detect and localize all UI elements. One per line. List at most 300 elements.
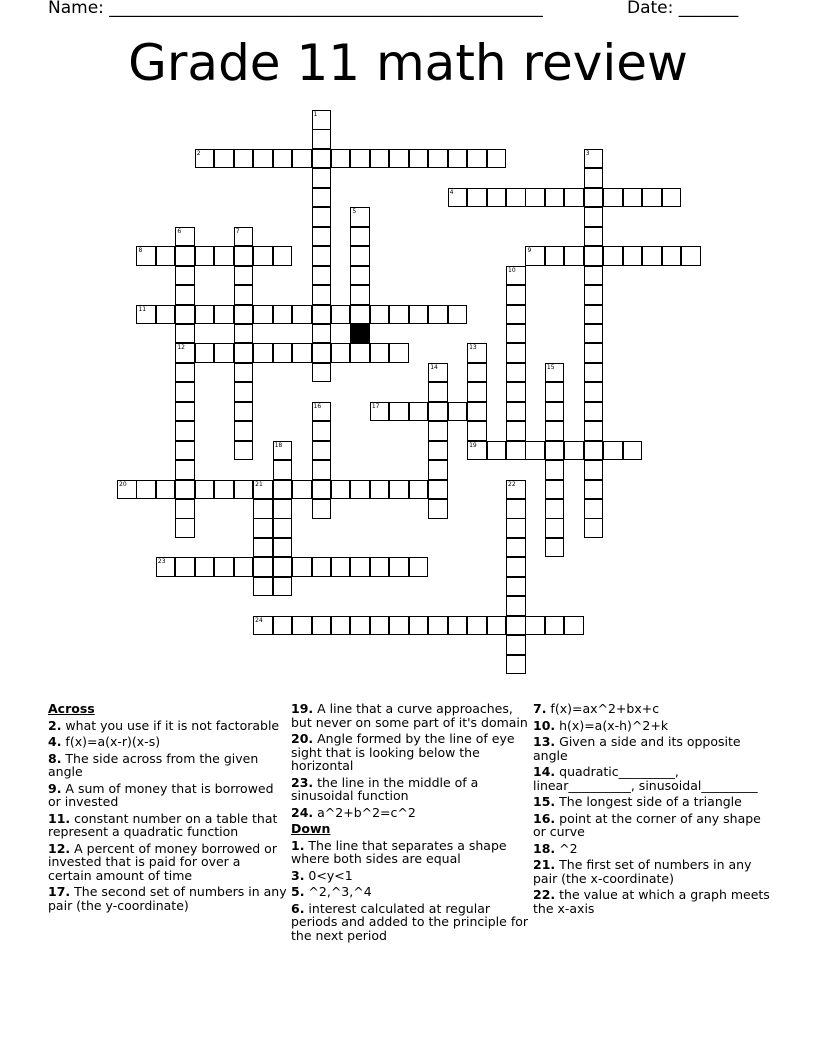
crossword-cell[interactable] [214,480,234,500]
crossword-cell[interactable] [428,363,448,383]
crossword-cell[interactable] [584,441,604,461]
crossword-cell[interactable] [564,616,584,636]
crossword-cell[interactable] [156,480,176,500]
crossword-cell[interactable] [584,499,604,519]
crossword-cell[interactable] [467,363,487,383]
crossword-cell[interactable] [175,324,195,344]
clue-number: 12 [177,344,185,352]
crossword-cell[interactable] [584,246,604,266]
crossword-cell[interactable] [564,441,584,461]
crossword-cell[interactable] [467,188,487,208]
crossword-cell[interactable] [448,616,468,636]
crossword-cell[interactable] [175,421,195,441]
crossword-cell[interactable] [292,149,312,169]
crossword-cell[interactable] [506,499,526,519]
clue-number: 9 [527,247,532,255]
crossword-cell[interactable] [136,246,156,266]
crossword-cell[interactable] [448,149,468,169]
crossword-cell[interactable] [409,149,429,169]
clue-number-label: 17. [48,884,71,899]
crossword-cell[interactable] [389,480,409,500]
crossword-cell[interactable] [175,363,195,383]
crossword-cell[interactable] [389,557,409,577]
crossword-cell[interactable] [292,343,312,363]
crossword-cell[interactable] [175,246,195,266]
crossword-cell[interactable] [584,285,604,305]
crossword-cell[interactable] [506,655,526,675]
crossword-cell[interactable] [234,480,254,500]
crossword-cell[interactable] [584,168,604,188]
crossword-cell[interactable] [312,460,332,480]
crossword-cell[interactable] [506,577,526,597]
crossword-cell[interactable] [350,616,370,636]
crossword-cell[interactable] [273,577,293,597]
crossword-cell[interactable] [545,363,565,383]
crossword-cell[interactable] [312,363,332,383]
crossword-cell[interactable] [312,227,332,247]
clue-item [48,812,288,839]
crossword-cell[interactable] [273,616,293,636]
clues-column-3 [533,702,773,918]
crossword-cell[interactable] [506,266,526,286]
clue-item [291,869,531,883]
clue-item [48,719,288,733]
crossword-cell[interactable] [253,577,273,597]
crossword-cell[interactable] [623,188,643,208]
crossword-cell[interactable] [175,285,195,305]
crossword-cell[interactable] [312,480,332,500]
crossword-cell[interactable] [389,149,409,169]
crossword-cell[interactable] [545,518,565,538]
crossword-cell[interactable] [584,207,604,227]
crossword-cell[interactable] [428,441,448,461]
crossword-cell[interactable] [545,421,565,441]
crossword-cell[interactable] [156,305,176,325]
crossword-cell[interactable] [273,499,293,519]
clue-text: h(x)=a(x-h)^2+k [555,717,669,733]
crossword-cell[interactable] [487,149,507,169]
crossword-cell[interactable] [506,343,526,363]
clue-number-label: 14. [533,764,556,779]
clue-number: 13 [469,344,477,352]
clue-text: the line in the middle of a sinusoidal function [291,774,479,803]
crossword-cell[interactable] [487,441,507,461]
crossword-cell[interactable] [312,149,332,169]
crossword-cell[interactable] [506,635,526,655]
crossword-cell[interactable] [312,421,332,441]
clue-number: 1 [313,111,318,118]
crossword-cell[interactable] [506,382,526,402]
crossword-cell[interactable] [681,246,701,266]
crossword-cell[interactable] [156,557,176,577]
crossword-cell[interactable] [234,343,254,363]
crossword-cell[interactable] [642,188,662,208]
clue-text: interest calculated at regular periods and added to the principle for the next period [291,900,529,943]
crossword-cell[interactable] [428,616,448,636]
crossword-cell[interactable] [350,246,370,266]
crossword-cell[interactable] [467,382,487,402]
crossword-cell[interactable] [370,305,390,325]
crossword-cell[interactable] [331,149,351,169]
crossword-cell[interactable] [584,343,604,363]
clue-number: 6 [177,227,182,235]
crossword-cell[interactable] [467,616,487,636]
crossword-cell[interactable] [273,149,293,169]
crossword-cell[interactable] [428,460,448,480]
crossword-cell[interactable] [545,382,565,402]
crossword-cell[interactable] [448,188,468,208]
crossword-cell[interactable] [467,149,487,169]
crossword-cell[interactable] [292,616,312,636]
crossword-cell[interactable] [253,246,273,266]
crossword-cell[interactable] [253,343,273,363]
crossword-cell[interactable] [253,480,273,500]
crossword-cell[interactable] [584,460,604,480]
crossword-cell[interactable] [584,227,604,247]
crossword-cell[interactable] [273,557,293,577]
crossword-cell[interactable] [195,343,215,363]
crossword-cell[interactable] [273,343,293,363]
crossword-cell[interactable] [175,499,195,519]
crossword-cell[interactable] [273,460,293,480]
crossword-cell[interactable] [603,246,623,266]
crossword-cell[interactable] [253,149,273,169]
crossword-cell[interactable] [350,343,370,363]
crossword-cell[interactable] [136,480,156,500]
crossword-cell[interactable] [175,460,195,480]
crossword-cell[interactable] [195,305,215,325]
crossword-cell[interactable] [584,518,604,538]
crossword-cell[interactable] [487,616,507,636]
clue-item [533,765,773,792]
crossword-cell[interactable] [292,557,312,577]
crossword-cell[interactable] [584,402,604,422]
crossword-cell[interactable] [448,402,468,422]
crossword-cell[interactable] [525,246,545,266]
crossword-cell[interactable] [584,305,604,325]
crossword-cell[interactable] [234,227,254,247]
crossword-cell[interactable] [389,616,409,636]
crossword-cell[interactable] [312,305,332,325]
clue-text: The longest side of a triangle [555,794,742,809]
crossword-cell[interactable] [428,402,448,422]
crossword-cell[interactable] [175,441,195,461]
clue-item [291,902,531,943]
crossword-cell[interactable] [331,480,351,500]
crossword-block [350,324,370,344]
crossword-cell[interactable] [175,227,195,247]
crossword-cell[interactable] [273,480,293,500]
crossword-cell[interactable] [623,441,643,461]
clue-number: 5 [352,208,357,216]
crossword-cell[interactable] [292,480,312,500]
clue-number-label: 24. [291,804,314,820]
clue-item [291,732,531,773]
crossword-cell[interactable] [564,246,584,266]
crossword-cell[interactable] [234,285,254,305]
crossword-cell[interactable] [312,129,332,149]
crossword-cell[interactable] [545,480,565,500]
crossword-cell[interactable] [253,538,273,558]
crossword-cell[interactable] [312,110,332,130]
crossword-cell[interactable] [506,402,526,422]
clue-number-label: 13. [533,734,556,749]
crossword-cell[interactable] [312,441,332,461]
crossword-cell[interactable] [273,441,293,461]
crossword-cell[interactable] [545,460,565,480]
crossword-cell[interactable] [350,149,370,169]
crossword-cell[interactable] [467,421,487,441]
crossword-cell[interactable] [195,557,215,577]
crossword-cell[interactable] [350,285,370,305]
crossword-cell[interactable] [409,305,429,325]
crossword-cell[interactable] [467,441,487,461]
crossword-cell[interactable] [506,518,526,538]
crossword-cell[interactable] [273,538,293,558]
crossword-cell[interactable] [506,285,526,305]
crossword-cell[interactable] [136,305,156,325]
crossword-cell[interactable] [467,343,487,363]
crossword-cell[interactable] [234,421,254,441]
clue-text: The line that separates a shape where both sides are equal [291,837,507,866]
crossword-cell[interactable] [506,480,526,500]
clue-number: 16 [313,402,322,410]
crossword-cell[interactable] [234,382,254,402]
clue-text: A sum of money that is borrowed or invested [48,780,274,809]
crossword-cell[interactable] [506,421,526,441]
crossword-cell[interactable] [545,246,565,266]
crossword-cell[interactable] [370,480,390,500]
crossword-cell[interactable] [389,343,409,363]
crossword-cell[interactable] [350,480,370,500]
crossword-cell[interactable] [350,305,370,325]
clue-number-label: 19. [291,701,314,716]
clue-item [48,735,288,749]
crossword-cell[interactable] [525,188,545,208]
crossword-cell[interactable] [234,324,254,344]
crossword-cell[interactable] [312,557,332,577]
crossword-cell[interactable] [448,305,468,325]
crossword-cell[interactable] [331,343,351,363]
crossword-cell[interactable] [545,188,565,208]
crossword-cell[interactable] [195,246,215,266]
crossword-cell[interactable] [214,343,234,363]
crossword-cell[interactable] [389,305,409,325]
crossword-cell[interactable] [312,402,332,422]
crossword-cell[interactable] [584,324,604,344]
crossword-cell[interactable] [292,305,312,325]
clue-text: A percent of money borrowed or invested that is paid for over a certain amount of time [48,840,277,883]
date-line[interactable]: _______ [678,0,739,18]
crossword-cell[interactable] [312,285,332,305]
crossword-cell[interactable] [175,343,195,363]
clue-item [291,806,531,820]
clue-number-label: 12. [48,840,71,856]
crossword-cell[interactable] [234,557,254,577]
clue-number: 11 [138,305,147,313]
crossword-cell[interactable] [234,441,254,461]
clue-text: quadratic_________, linear__________, sinusoidal_________ [533,764,758,793]
crossword-cell[interactable] [175,402,195,422]
crossword-cell[interactable] [312,343,332,363]
clue-text: The second set of numbers in any pair (the y-coordinate) [48,884,287,913]
crossword-cell[interactable] [370,402,390,422]
crossword-cell[interactable] [253,518,273,538]
crossword-cell[interactable] [331,616,351,636]
crossword-cell[interactable] [506,324,526,344]
crossword-cell[interactable] [214,149,234,169]
crossword-cell[interactable] [117,480,137,500]
crossword-cell[interactable] [662,246,682,266]
crossword-cell[interactable] [409,480,429,500]
crossword-cell[interactable] [214,246,234,266]
crossword-cell[interactable] [545,538,565,558]
crossword-cell[interactable] [350,266,370,286]
crossword-cell[interactable] [409,557,429,577]
clue-text: A line that a curve approaches, but never on some part of it's domain [291,701,528,730]
crossword-cell[interactable] [175,518,195,538]
crossword-cell[interactable] [331,305,351,325]
crossword-cell[interactable] [584,188,604,208]
crossword-cell[interactable] [350,557,370,577]
clue-number: 17 [371,402,380,410]
crossword-cell[interactable] [584,421,604,441]
crossword-cell[interactable] [525,441,545,461]
clue-item [533,702,773,716]
crossword-cell[interactable] [370,616,390,636]
clue-number: 23 [157,558,166,566]
crossword-cell[interactable] [273,246,293,266]
crossword-cell[interactable] [253,616,273,636]
crossword-cell[interactable] [506,538,526,558]
crossword-cell[interactable] [584,382,604,402]
crossword-cell[interactable] [584,149,604,169]
crossword-cell[interactable] [623,246,643,266]
clue-number: 3 [585,149,590,157]
crossword-cell[interactable] [175,480,195,500]
crossword-cell[interactable] [234,305,254,325]
crossword-cell[interactable] [506,557,526,577]
crossword-cell[interactable] [312,616,332,636]
crossword-cell[interactable] [175,266,195,286]
crossword-cell[interactable] [175,557,195,577]
clue-item [291,885,531,899]
clue-item [48,842,288,883]
crossword-cell[interactable] [312,188,332,208]
clue-number: 21 [255,480,263,488]
crossword-cell[interactable] [545,441,565,461]
crossword-cell[interactable] [409,402,429,422]
crossword-cell[interactable] [389,402,409,422]
crossword-cell[interactable] [506,441,526,461]
clue-number: 10 [508,266,516,274]
crossword-cell[interactable] [409,616,429,636]
crossword-cell[interactable] [214,557,234,577]
crossword-cell[interactable] [312,207,332,227]
crossword-cell[interactable] [312,246,332,266]
crossword-cell[interactable] [428,149,448,169]
clue-number: 15 [546,363,555,371]
crossword-cell[interactable] [234,402,254,422]
crossword-cell[interactable] [156,246,176,266]
crossword-cell[interactable] [506,305,526,325]
crossword-cell[interactable] [312,499,332,519]
crossword-cell[interactable] [273,518,293,538]
crossword-cell[interactable] [584,266,604,286]
crossword-cell[interactable] [642,246,662,266]
crossword-cell[interactable] [506,616,526,636]
clue-text: The side across from the given angle [48,750,259,779]
crossword-cell[interactable] [584,480,604,500]
crossword-cell[interactable] [428,382,448,402]
crossword-cell[interactable] [428,305,448,325]
clue-number-label: 7. [533,701,547,716]
crossword-cell[interactable] [545,402,565,422]
crossword-cell[interactable] [370,557,390,577]
crossword-cell[interactable] [234,246,254,266]
crossword-cell[interactable] [312,168,332,188]
crossword-cell[interactable] [195,480,215,500]
crossword-cell[interactable] [175,382,195,402]
crossword-cell[interactable] [273,305,293,325]
clues-column-2 [291,702,531,945]
crossword-cell[interactable] [234,363,254,383]
crossword-cell[interactable] [312,266,332,286]
crossword-cell[interactable] [545,616,565,636]
clue-text: constant number on a table that represent a quadratic function [48,810,278,839]
clue-number-label: 23. [291,774,314,790]
crossword-cell[interactable] [370,149,390,169]
crossword-cell[interactable] [506,596,526,616]
clue-number-label: 10. [533,717,556,733]
crossword-cell[interactable] [195,149,215,169]
crossword-cell[interactable] [428,480,448,500]
crossword-cell[interactable] [214,305,234,325]
crossword-cell[interactable] [350,207,370,227]
crossword-cell[interactable] [370,343,390,363]
crossword-cell[interactable] [506,188,526,208]
crossword-cell[interactable] [428,421,448,441]
name-line[interactable]: ___________________________________________________ [109,0,543,18]
clue-text: point at the corner of any shape or curve [533,810,761,839]
clue-number: 24 [255,616,263,624]
crossword-cell[interactable] [253,499,273,519]
clue-item [533,858,773,885]
page-title: Grade 11 math review [128,34,688,92]
crossword-cell[interactable] [253,305,273,325]
crossword-cell[interactable] [487,188,507,208]
crossword-cell[interactable] [603,188,623,208]
crossword-cell[interactable] [175,305,195,325]
crossword-cell[interactable] [603,441,623,461]
crossword-cell[interactable] [545,499,565,519]
crossword-cell[interactable] [253,557,273,577]
crossword-cell[interactable] [428,499,448,519]
crossword-cell[interactable] [662,188,682,208]
crossword-cell[interactable] [506,363,526,383]
crossword-cell[interactable] [350,227,370,247]
clue-item [291,702,531,729]
crossword-cell[interactable] [312,324,332,344]
crossword-cell[interactable] [234,149,254,169]
crossword-cell[interactable] [234,266,254,286]
crossword-cell[interactable] [331,557,351,577]
crossword-cell[interactable] [564,188,584,208]
crossword-cell[interactable] [525,616,545,636]
clue-number-label: 20. [291,731,314,746]
crossword-cell[interactable] [467,402,487,422]
crossword-cell[interactable] [584,363,604,383]
